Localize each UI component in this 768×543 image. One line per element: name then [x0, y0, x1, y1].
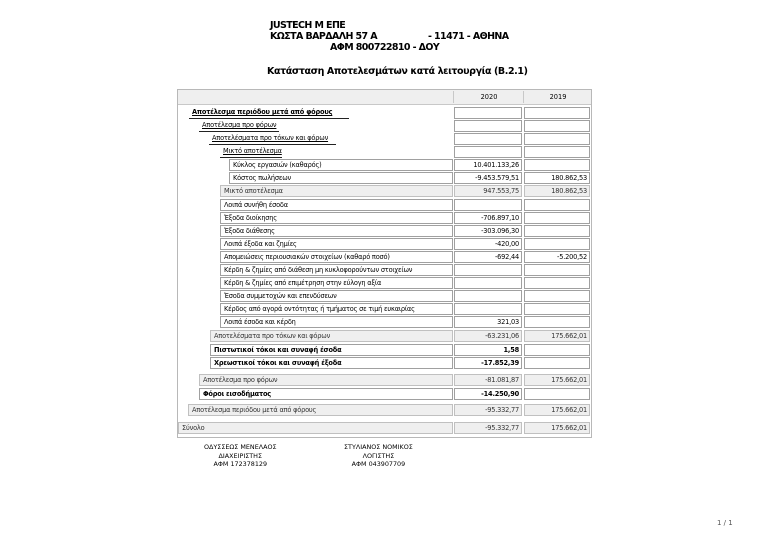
value-2020 — [454, 146, 522, 158]
value-2019 — [524, 290, 590, 302]
value-2020: 1,58 — [454, 344, 522, 356]
value-2019 — [524, 357, 590, 369]
value-2020 — [454, 277, 522, 289]
value-2019: -5.200,52 — [524, 251, 590, 263]
row-label: Αποτελέσματα προ τόκων και φόρων — [210, 330, 453, 342]
row-label: Αποτέλεσμα περιόδου μετά από φόρους — [189, 107, 349, 119]
value-2019 — [524, 120, 590, 132]
row-label: Λοιπά συνήθη έσοδα — [220, 199, 453, 211]
table-header-row — [178, 90, 591, 105]
value-2020: -17.852,39 — [454, 357, 522, 369]
value-2019 — [524, 133, 590, 145]
report-title: Κατάσταση Αποτελεσμάτων κατά λειτουργία (Β.2.1) — [267, 66, 528, 77]
value-2020 — [454, 133, 522, 145]
value-2019 — [524, 277, 590, 289]
column-header-2019: 2019 — [523, 91, 592, 103]
value-2019 — [524, 225, 590, 237]
row-label: Χρεωστικοί τόκοι και συναφή έξοδα — [210, 357, 453, 369]
row-label: Αποτέλεσμα προ φόρων — [199, 120, 279, 132]
value-2020: -9.453.579,51 — [454, 172, 522, 184]
row-label: Αποτέλεσμα περιόδου μετά από φόρους — [188, 404, 453, 416]
value-2019 — [524, 344, 590, 356]
zip-city-text: - 11471 - ΑΘΗΝΑ — [428, 31, 509, 42]
value-2020: 321,03 — [454, 316, 522, 328]
value-2020: -692,44 — [454, 251, 522, 263]
row-label: Μικτό αποτέλεσμα — [220, 185, 453, 197]
signatory-name: ΣΤΥΛΙΑΝΟΣ ΝΟΜΙΚΟΣ — [344, 443, 413, 451]
signatory-tax-id: ΑΦΜ 043907709 — [351, 460, 406, 468]
value-2020: -95.332,77 — [454, 422, 522, 434]
value-2019 — [524, 199, 590, 211]
address-text: ΚΩΣΤΑ ΒΑΡΔΑΛΗ 57 Α — [270, 31, 378, 42]
value-2019 — [524, 264, 590, 276]
column-header-2020: 2020 — [453, 91, 524, 103]
row-label: Σύνολο — [178, 422, 453, 434]
row-label: Έσοδα συμμετοχών και επενδύσεων — [220, 290, 453, 302]
row-label: Κύκλος εργασιών (καθαρός) — [229, 159, 453, 171]
value-2019 — [524, 388, 590, 400]
value-2020: -63.231,06 — [454, 330, 522, 342]
value-2020 — [454, 199, 522, 211]
signatory-role: ΛΟΓΙΣΤΗΣ — [362, 451, 395, 460]
company-tax-line: ΑΦΜ 800722810 - ΔΟΥ — [330, 42, 440, 53]
row-label: Λοιπά έσοδα και κέρδη — [220, 316, 453, 328]
value-2019 — [524, 238, 590, 250]
value-2020: -303.096,30 — [454, 225, 522, 237]
value-2019 — [524, 159, 590, 171]
row-label: Μικτό αποτέλεσμα — [220, 146, 282, 158]
row-label: Φόροι εισοδήματος — [199, 388, 453, 400]
company-name: JUSTECH Μ ΕΠΕ — [270, 20, 346, 31]
value-2019 — [524, 316, 590, 328]
page-indicator: 1 / 1 — [717, 519, 733, 527]
income-statement-table — [177, 89, 592, 438]
row-label: Απομειώσεις περιουσιακών στοιχείων (καθαρό ποσό) — [220, 251, 453, 263]
value-2019: 175.662,01 — [524, 330, 590, 342]
value-2019: 180.862,53 — [524, 172, 590, 184]
value-2019: 175.662,01 — [524, 404, 590, 416]
row-label: Λοιπά έξοδα και ζημίες — [220, 238, 453, 250]
value-2020: 947.553,75 — [454, 185, 522, 197]
value-2020 — [454, 120, 522, 132]
value-2019 — [524, 146, 590, 158]
value-2019 — [524, 303, 590, 315]
signatory-role: ΔΙΑΧΕΙΡΙΣΤΗΣ — [218, 451, 262, 460]
row-label: Κόστος πωλήσεων — [229, 172, 453, 184]
signatory-tax-id: ΑΦΜ 172378129 — [213, 460, 268, 468]
value-2020 — [454, 264, 522, 276]
value-2019: 175.662,01 — [524, 422, 590, 434]
signature-manager — [204, 443, 277, 469]
row-label: Πιστωτικοί τόκοι και συναφή έσοδα — [210, 344, 453, 356]
row-label: Αποτέλεσμα προ φόρων — [199, 374, 453, 386]
value-2019 — [524, 107, 590, 119]
value-2020: -81.081,87 — [454, 374, 522, 386]
value-2020: -14.250,90 — [454, 388, 522, 400]
row-label: Κέρδη & ζημίες από επιμέτρηση στην εύλογη αξία — [220, 277, 453, 289]
company-address — [270, 31, 509, 42]
value-2020: -420,00 — [454, 238, 522, 250]
row-label: Έξοδα διάθεσης — [220, 225, 453, 237]
row-label: Κέρδος από αγορά οντότητας ή τμήματος σε τιμή ευκαιρίας — [220, 303, 453, 315]
signature-accountant — [344, 443, 413, 469]
value-2019: 180.862,53 — [524, 185, 590, 197]
row-label: Έξοδα διοίκησης — [220, 212, 453, 224]
row-label: Κέρδη & ζημίες από διάθεση μη κυκλοφορούντων στοιχείων — [220, 264, 453, 276]
value-2020: -95.332,77 — [454, 404, 522, 416]
value-2020: -706.897,10 — [454, 212, 522, 224]
value-2020: 10.401.133,26 — [454, 159, 522, 171]
value-2020 — [454, 303, 522, 315]
row-label: Αποτελέσματα προ τόκων και φόρων — [209, 133, 336, 145]
value-2020 — [454, 107, 522, 119]
value-2019 — [524, 212, 590, 224]
signatory-name: ΟΔΥΣΣΕΩΣ ΜΕΝΕΛΑΟΣ — [204, 443, 277, 451]
value-2019: 175.662,01 — [524, 374, 590, 386]
value-2020 — [454, 290, 522, 302]
